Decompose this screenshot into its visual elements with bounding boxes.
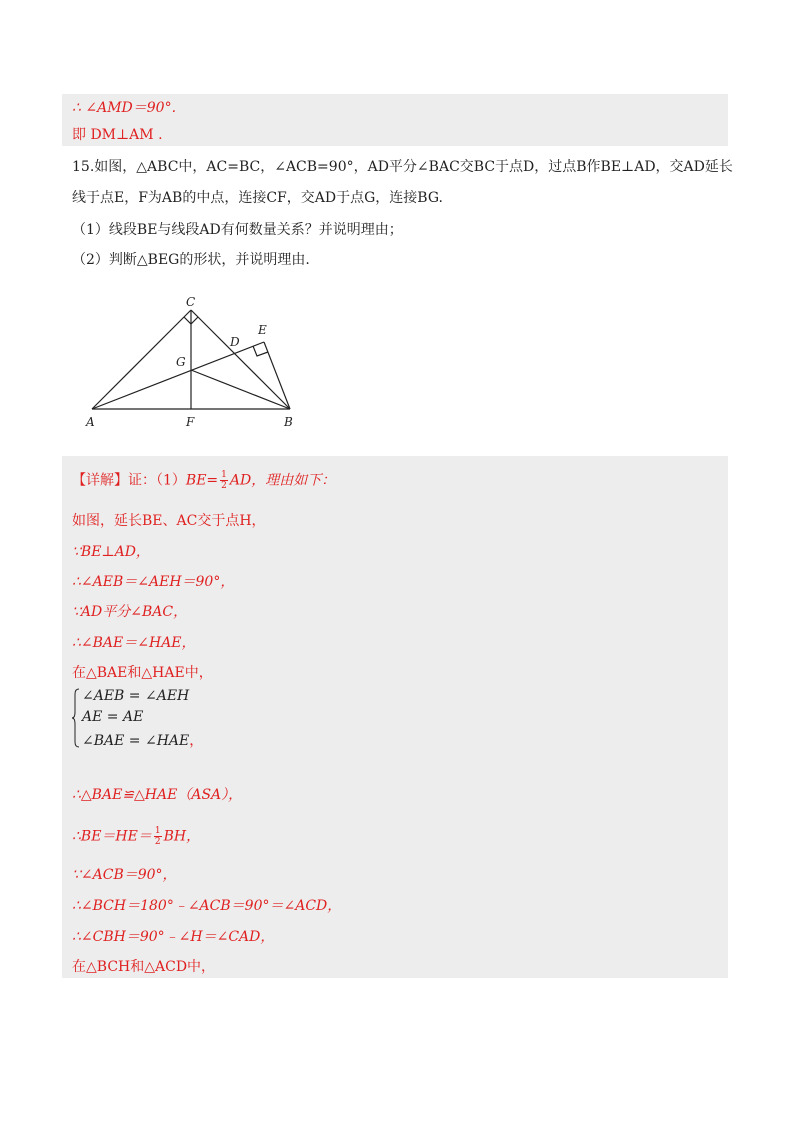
solution-line-7: ∴△BAE≌△HAE（ASA）， [72, 787, 243, 803]
solution-line-9: ∵∠ACB＝90°， [72, 867, 177, 883]
label-e: E [258, 323, 267, 337]
problem-line-2: 线于点E，F为AB的中点，连接CF，交AD于点G，连接BG. [72, 190, 443, 206]
brace-icon [72, 688, 80, 748]
solution-line-11: ∴∠CBH＝90°﹣∠H＝∠CAD， [72, 929, 275, 945]
segment-cb [191, 310, 290, 409]
label-g: G [176, 355, 186, 369]
fraction-half: $\frac{1}{2}$ [221, 470, 227, 491]
solution-line-8b: BH， [163, 828, 201, 845]
label-c: C [186, 295, 196, 309]
question-2: （2）判断△BEG的形状，并说明理由. [72, 252, 310, 268]
solution-line-1: 如图，延长BE、AC交于点H， [72, 513, 266, 529]
equation-system [72, 688, 204, 750]
label-f: F [186, 415, 195, 429]
solution-line-3: ∴∠AEB＝∠AEH＝90°， [72, 574, 235, 590]
system-comma: ， [189, 733, 204, 749]
solution-line-4: ∵AD平分∠BAC， [72, 604, 188, 620]
solution-line-2: ∵BE⊥AD， [72, 544, 150, 560]
solution-line-8a: ∴BE＝HE＝ [72, 828, 152, 845]
system-row-3: ∠BAE = ∠HAE， [82, 733, 204, 749]
problem-statement-1: 如图，△ABC中，AC=BC，∠ACB=90°，AD平分∠BAC交BC于点D，过点B作BE⊥AD，交AD延长 [94, 159, 733, 175]
solution-line-5: ∴∠BAE＝∠HAE， [72, 635, 196, 651]
solution-line-12: 在△BCH和△ACD中， [72, 959, 216, 975]
label-a: A [86, 415, 95, 429]
system-row-1: ∠AEB = ∠AEH [82, 688, 190, 704]
solution-intro-b: BE= [185, 472, 219, 489]
solution-tag: 【详解】 [72, 472, 128, 489]
solution-line-10: ∴∠BCH＝180°﹣∠ACB＝90°＝∠ACD， [72, 898, 342, 914]
previous-solution-line-2: 即 DM⊥AM . [72, 127, 163, 143]
segment-gb [191, 370, 290, 409]
label-b: B [284, 415, 293, 429]
segment-ae [92, 342, 264, 409]
label-d: D [230, 335, 240, 349]
geometry-figure [80, 292, 310, 432]
question-1: （1）线段BE与线段AD有何数量关系？并说明理由； [72, 222, 403, 238]
solution-line-8 [72, 826, 200, 847]
solution-line-6: 在△BAE和△HAE中， [72, 665, 213, 681]
system-row-2: AE = AE [82, 709, 144, 725]
fraction-half-2: $\frac{1}{2}$ [154, 826, 161, 847]
solution-intro [72, 470, 335, 491]
solution-intro-c: AD，理由如下： [229, 472, 336, 489]
problem-number: 15. [72, 159, 95, 175]
previous-solution-line-1: ∴ ∠AMD＝90°. [72, 100, 177, 116]
problem-line-1 [72, 158, 733, 176]
solution-intro-a: 证：（1） [128, 472, 186, 489]
